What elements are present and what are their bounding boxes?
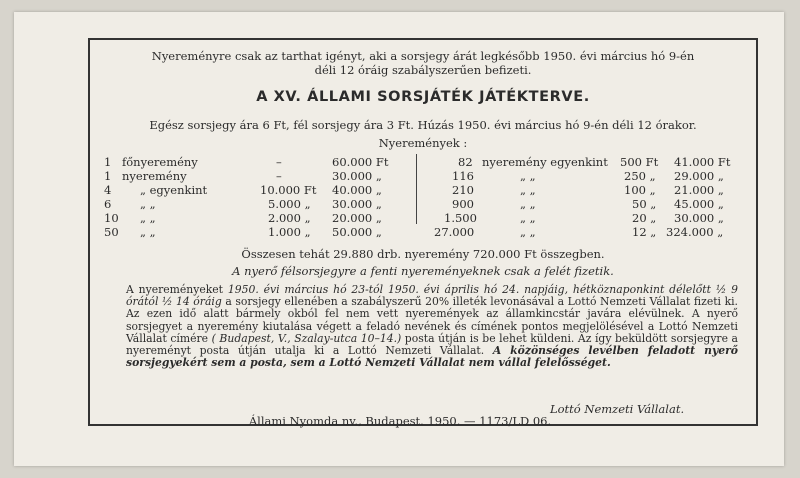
prize-desc: „ egyenkint (140, 183, 208, 197)
prize-count: 6 (104, 197, 112, 211)
prize-desc: „ „ (140, 211, 156, 225)
prize-count: 27.000 (434, 225, 475, 239)
printer-imprint: Állami Nyomda nv., Budapest. 1950. — 1173/LD 06. (248, 414, 552, 428)
liability-disclaimer: A közönséges levélben feladott nyerő sorsjegyekért sem a posta, sem a Lottó Nemzeti Vállalat nem vállal felelősséget. (126, 344, 738, 370)
prize-each: 500 Ft (620, 155, 659, 169)
prize-each: 10.000 Ft (260, 183, 317, 197)
prize-total: 20.000 „ (332, 211, 382, 225)
prize-desc: nyeremény egyenkint (482, 155, 608, 169)
prize-count: 4 (104, 183, 112, 197)
prize-desc: nyeremény (122, 169, 187, 183)
prize-desc: „ „ (520, 183, 536, 197)
prize-desc: „ „ (140, 197, 156, 211)
payout-paragraph (126, 284, 738, 369)
prize-desc: „ „ (140, 225, 156, 239)
company-address: ( Budapest, V., Szalay-utca 10–14.) (211, 331, 402, 345)
prize-count: 1.500 (444, 211, 477, 225)
payout-period: 1950. évi március hó 23-tól 1950. évi április hó 24. napjáig, hétköznaponkint délelőtt ½ 9 órától ½ 14 óráig (126, 283, 739, 309)
prize-each: 50 „ (632, 197, 657, 211)
prize-total: 21.000 „ (674, 183, 724, 197)
prize-each: 250 „ (624, 169, 656, 183)
prize-count: 1 (104, 155, 112, 169)
paragraph-text: posta útján is be lehet küldeni. Az így beküldött sorsjegyre a nyereményt posta útján utalja ki a Lottó Nemzeti Vállalat. (126, 331, 738, 358)
document-frame (88, 38, 758, 426)
paragraph-text: A nyereményeket (126, 283, 228, 296)
prize-count: 1 (104, 169, 112, 183)
prize-desc: „ „ (520, 225, 536, 239)
notice-line-2: déli 12 óráig szabályszerűen befizeti. (314, 63, 532, 77)
prize-total: 29.000 „ (674, 169, 724, 183)
prize-each: – (276, 155, 282, 169)
prize-total: 45.000 „ (674, 197, 724, 211)
prize-each: 12 „ (632, 225, 657, 239)
prize-total: 60.000 Ft (332, 155, 389, 169)
prize-total: 41.000 Ft (674, 155, 731, 169)
prize-total: 40.000 „ (332, 183, 382, 197)
prize-desc: „ „ (520, 169, 536, 183)
table-divider (416, 154, 417, 224)
prize-count: 82 (458, 155, 473, 169)
prize-each: 20 „ (632, 211, 657, 225)
prize-count: 900 (452, 197, 474, 211)
prize-each: 1.000 „ (268, 225, 311, 239)
prize-count: 50 (104, 225, 119, 239)
prize-desc: „ „ (520, 211, 536, 225)
signature: Lottó Nemzeti Vállalat. (550, 402, 685, 416)
prize-count: 10 (104, 211, 119, 225)
prize-total: 30.000 „ (332, 169, 382, 183)
prize-total: 30.000 „ (674, 211, 724, 225)
prize-total: 50.000 „ (332, 225, 382, 239)
prize-desc: „ „ (520, 197, 536, 211)
prize-each: – (276, 169, 282, 183)
half-ticket-note: A nyerő félsorsjegyre a fenti nyereményeknek csak a felét fizetik. (232, 264, 614, 278)
document-title: A XV. ÁLLAMI SORSJÁTÉK JÁTÉKTERVE. (256, 89, 590, 105)
prize-each: 2.000 „ (268, 211, 311, 225)
notice-line-1: Nyereményre csak az tarthat igényt, aki a sorsjegy árát legkésőbb 1950. évi március hó 9-én (151, 49, 695, 63)
prize-count: 116 (452, 169, 474, 183)
prize-count: 210 (452, 183, 474, 197)
summary-line: Összesen tehát 29.880 drb. nyeremény 720.000 Ft összegben. (241, 247, 605, 261)
prize-desc: főnyeremény (122, 155, 198, 169)
prize-each: 5.000 „ (268, 197, 311, 211)
paragraph-text: a sorsjegy ellenében a szabályszerű 20% illeték levonásával a Lottó Nemzeti Vállalat fizeti ki. Az ezen idő alatt bármely okból fel nem vett nyeremények az államkincstár javára elévülnek. A nyerő sorsjegyet a nyeremény kiutalása végett a feladó nevének és címének pontos megjelölésével a Lottó Nemzeti Vállalat címére (126, 295, 738, 345)
prize-each: 100 „ (624, 183, 656, 197)
prizes-heading: Nyeremények : (378, 136, 468, 150)
prize-total: 30.000 „ (332, 197, 382, 211)
prize-total: 324.000 „ (666, 225, 724, 239)
lottery-ticket-paper (14, 12, 784, 466)
price-line: Egész sorsjegy ára 6 Ft, fél sorsjegy ára 3 Ft. Húzás 1950. évi március hó 9-én déli 12 órakor. (149, 118, 697, 132)
